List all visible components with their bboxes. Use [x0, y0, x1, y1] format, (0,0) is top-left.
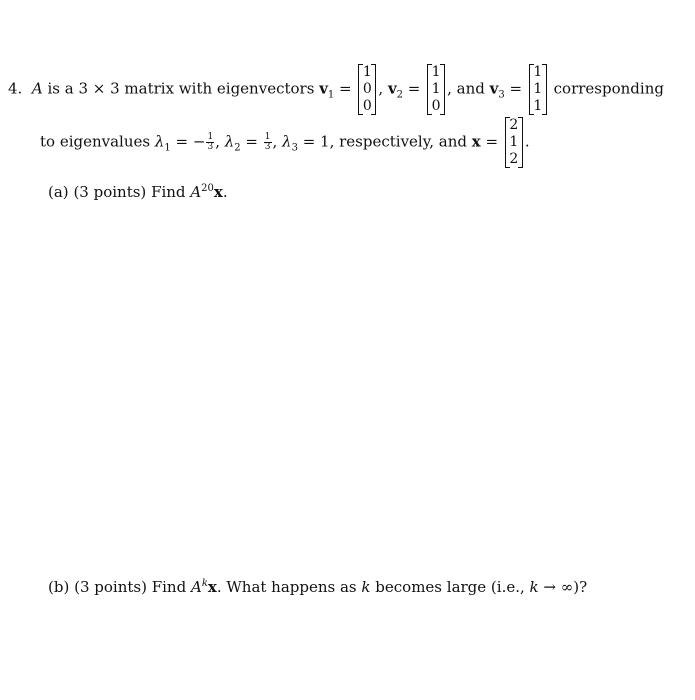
v1-entry: 1 [362, 64, 372, 80]
part-a-label: (a) [48, 183, 69, 201]
v1-subscript: 1 [327, 89, 335, 101]
part-b-points: (3 points) [74, 578, 147, 596]
part-b [48, 580, 587, 595]
v1-entry: 0 [362, 98, 372, 114]
v3-entry: 1 [533, 64, 543, 80]
part-b-label: (b) [48, 578, 70, 596]
x-entry: 1 [509, 134, 519, 150]
lambda-1-numerator: 1 [207, 132, 214, 142]
lambda-1-subscript: 1 [164, 142, 171, 154]
part-b-x: x [207, 578, 217, 596]
v1-vector [358, 64, 376, 115]
part-a-find: Find [151, 183, 186, 201]
x-vector [505, 117, 523, 168]
v2-entry: 1 [431, 64, 441, 80]
part-b-matrix: A [190, 578, 202, 596]
v2-entry: 0 [431, 98, 441, 114]
matrix-A: A [31, 79, 43, 98]
part-a [48, 185, 228, 200]
v3-subscript: 3 [498, 89, 505, 101]
v3-entry: 1 [533, 81, 543, 97]
lambda-2: λ [224, 132, 235, 151]
part-a-exponent: 20 [201, 183, 214, 194]
v2-entry: 1 [431, 81, 441, 97]
part-a-matrix: A [190, 183, 202, 201]
problem-number-label: 4. [8, 79, 23, 98]
part-b-rest2: becomes large (i.e., [375, 578, 525, 596]
lambda-2-denominator: 3 [264, 142, 271, 152]
part-b-exponent: k [201, 578, 208, 589]
part-a-points: (3 points) [73, 183, 147, 201]
corresponding-text: corresponding [553, 79, 664, 98]
part-b-arrow: → ∞)? [543, 578, 588, 596]
lambda-2-fraction [264, 133, 272, 152]
lambda-2-subscript: 2 [234, 142, 241, 154]
v3-entry: 1 [533, 98, 543, 114]
v3-label: v [489, 79, 499, 98]
lambda-2-sign: = [245, 132, 258, 151]
v1-label: v [319, 79, 328, 98]
to-eigenvalues-text: to eigenvalues [40, 132, 151, 151]
part-a-end: . [222, 183, 228, 201]
lambda-1-denominator: 3 [207, 142, 214, 152]
lambda-3-rest: = 1, respectively, and [302, 132, 467, 151]
v2-subscript: 2 [396, 89, 404, 101]
and-text: , and [447, 79, 485, 98]
part-a-x: x [213, 183, 223, 201]
v1-entry: 0 [362, 81, 372, 97]
part-b-k2: k [529, 578, 539, 596]
x-label: x [471, 132, 481, 151]
lambda-3-subscript: 3 [291, 142, 298, 154]
part-b-find: Find [151, 578, 187, 596]
v2-vector [427, 64, 445, 115]
problem-line-2: to eigenvalues $\lambda_1$ = − $\frac{1}{3}$ , $\lambda_2$ = $\frac{1}{3}$ , $\lambda_3 = 1$, respectively, and x = 2 1 2 . [40, 117, 530, 167]
problem-line-1: 4. A is a 3 × 3 matrix with eigenvectors $v_1$ = 1 0 0 , $v_2$ = 1 1 0 , and $v_3$ = 1 1 1 corresponding [8, 64, 664, 114]
v2-label: v [387, 79, 397, 98]
lambda-1-fraction [206, 133, 214, 152]
v3-vector [529, 64, 547, 115]
part-b-k: k [361, 578, 371, 596]
lambda-1: λ [154, 132, 165, 151]
part-b-rest: . What happens as [216, 578, 357, 596]
x-entry: 2 [509, 151, 519, 167]
lambda-1-sign: = − [175, 132, 206, 151]
problem-intro-text: is a 3 × 3 matrix with eigenvectors [47, 79, 315, 98]
lambda-3: λ [282, 132, 292, 151]
lambda-2-numerator: 1 [264, 132, 271, 142]
x-entry: 2 [509, 117, 519, 133]
